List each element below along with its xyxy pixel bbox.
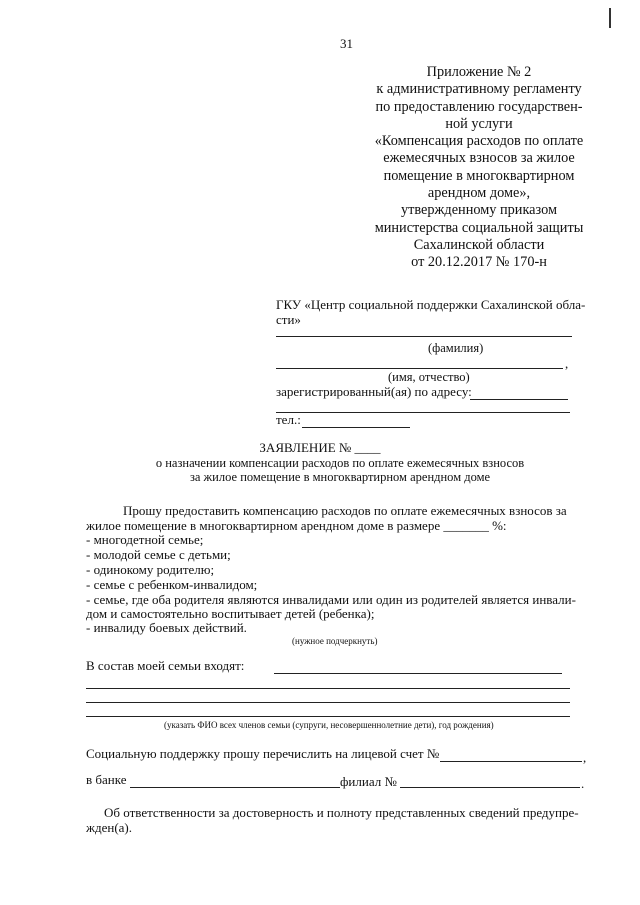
phone-label: тел.: xyxy=(276,412,301,427)
appendix-line: к административному регламенту xyxy=(376,81,582,98)
address-field-line[interactable] xyxy=(470,399,568,400)
name-caption: (имя, отчество) xyxy=(388,370,470,384)
appendix-header xyxy=(360,64,598,272)
surname-field-line[interactable] xyxy=(276,336,572,337)
request-line1: Прошу предоставить компенсацию расходов по оплате ежемесячных взносов за xyxy=(123,503,567,518)
appendix-line: арендном доме», xyxy=(427,185,531,202)
statement-title: ЗАЯВЛЕНИЕ № ____ xyxy=(259,440,381,455)
option-item: - многодетной семье; xyxy=(86,532,204,547)
family-field-line[interactable] xyxy=(86,716,570,717)
appendix-line: ежемесячных взносов за жилое xyxy=(383,150,575,167)
account-comma: , xyxy=(583,750,587,765)
underline-note: (нужное подчеркнуть) xyxy=(292,636,378,646)
name-field-comma: , xyxy=(565,356,569,371)
responsibility-line2: жден(а). xyxy=(86,820,133,835)
family-field-line[interactable] xyxy=(86,702,570,703)
option-item: - семье, где оба родителя являются инвалидами или один из родителей является инвали- xyxy=(86,592,576,607)
branch-field-line[interactable] xyxy=(400,787,580,788)
statement-subtitle-line2: за жилое помещение в многоквартирном арендном доме xyxy=(189,470,491,484)
addressee-org-line1: ГКУ «Центр социальной поддержки Сахалинской обла- xyxy=(276,297,586,312)
option-item: - семье с ребенком-инвалидом; xyxy=(86,577,258,592)
appendix-line: Приложение № 2 xyxy=(426,64,532,80)
option-item: дом и самостоятельно воспитывает детей (ребенка); xyxy=(86,606,375,621)
branch-end: . xyxy=(581,776,585,791)
option-item: - инвалиду боевых действий. xyxy=(86,620,247,635)
phone-field-line[interactable] xyxy=(302,427,410,428)
account-label: Социальную поддержку прошу перечислить на лицевой счет № xyxy=(86,746,440,761)
option-item: - одинокому родителю; xyxy=(86,562,215,577)
appendix-line: по предоставлению государствен- xyxy=(375,98,583,115)
appendix-line: «Компенсация расходов по оплате xyxy=(374,133,584,150)
address-field-line-2[interactable] xyxy=(276,412,570,413)
family-field-line[interactable] xyxy=(274,673,562,674)
address-label: зарегистрированный(ая) по адресу: xyxy=(276,384,472,399)
statement-subtitle-line1: о назначении компенсации расходов по оплате ежемесячных взносов xyxy=(155,456,525,470)
appendix-line: помещение в многоквартирном xyxy=(383,167,575,184)
family-label: В состав моей семьи входят: xyxy=(86,658,245,673)
appendix-line: министерства социальной защиты xyxy=(374,219,584,236)
appendix-line: от 20.12.2017 № 170-н xyxy=(411,254,547,271)
bank-label: в банке xyxy=(86,772,127,787)
option-item: - молодой семье с детьми; xyxy=(86,547,231,562)
responsibility-line1: Об ответственности за достоверность и полноту представленных сведений предупре- xyxy=(104,805,579,820)
appendix-line: утвержденному приказом xyxy=(400,202,558,219)
scan-edge-mark xyxy=(609,8,611,28)
bank-field-line[interactable] xyxy=(130,787,340,788)
branch-label: филиал № xyxy=(340,774,397,789)
appendix-line: Сахалинской области xyxy=(413,236,545,253)
family-field-line[interactable] xyxy=(86,688,570,689)
appendix-line: ной услуги xyxy=(445,115,513,132)
family-caption: (указать ФИО всех членов семьи (супруги, несовершеннолетние дети), год рождения) xyxy=(164,720,494,730)
request-line2: жилое помещение в многоквартирном арендном доме в размере _______ %: xyxy=(86,518,507,533)
surname-caption: (фамилия) xyxy=(428,341,484,355)
addressee-org-line2: сти» xyxy=(276,312,301,327)
account-field-line[interactable] xyxy=(440,761,582,762)
page-number: 31 xyxy=(340,36,353,51)
name-field-line[interactable] xyxy=(276,368,563,369)
